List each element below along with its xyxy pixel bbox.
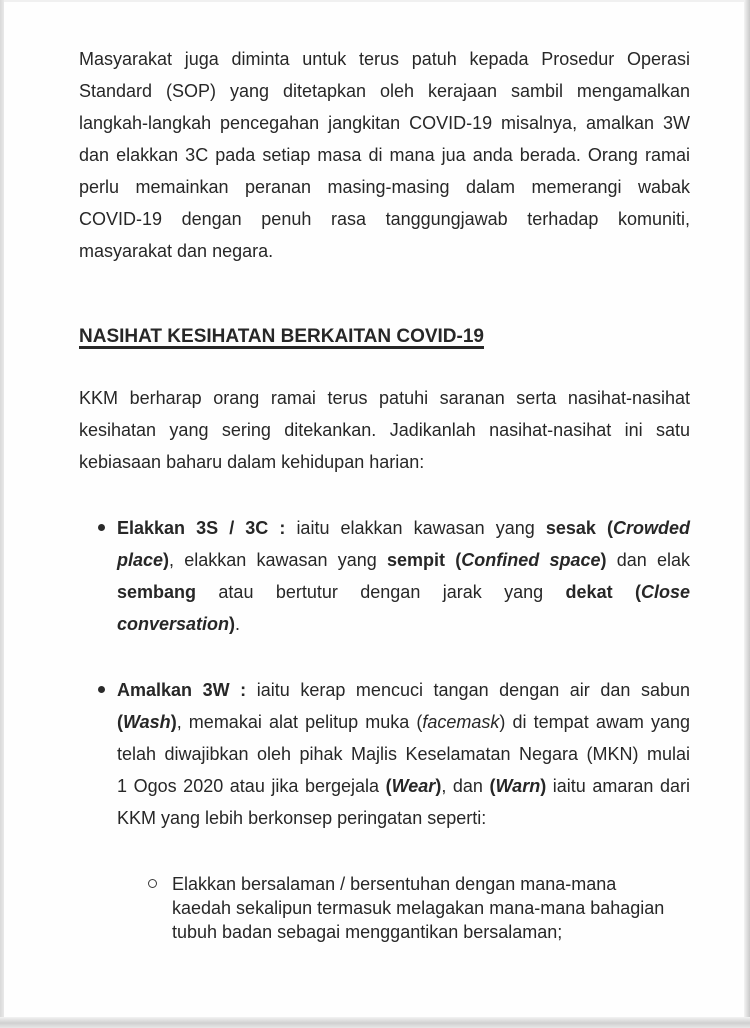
text-line <box>172 896 692 920</box>
bullet-elakkan-3s-3c <box>117 512 690 640</box>
section-heading <box>79 321 484 353</box>
page-edge-bottom <box>0 1017 750 1028</box>
text-segment: kaedah sekalipun termasuk melagakan mana-mana bahagian <box>172 898 665 918</box>
text-segment: Standard (SOP) yang ditetapkan oleh kerajaan sambil mengamalkan <box>79 81 690 101</box>
bullet-amalkan-3w <box>117 674 690 834</box>
page-edge-top <box>0 0 750 2</box>
text-line <box>79 107 690 139</box>
text-line <box>117 544 690 576</box>
text-segment: ( <box>117 712 123 732</box>
text-segment: tubuh badan sebagai menggantikan bersalaman; <box>172 922 563 942</box>
text-segment: , elakkan kawasan yang <box>169 550 388 570</box>
text-line <box>117 706 690 738</box>
text-segment: ( <box>489 776 496 796</box>
text-segment: Amalkan 3W : <box>117 680 257 700</box>
sub-bullet-elakkan-bersalaman-text <box>172 872 692 944</box>
text-segment: Wear <box>391 776 436 796</box>
bullet-amalkan-3w-text <box>117 674 690 834</box>
text-segment: iaitu kerap mencuci tangan dengan air dan sabun <box>256 680 691 700</box>
text-segment: masyarakat dan negara. <box>79 241 274 261</box>
bullet-elakkan-3s-3c-text <box>117 512 690 640</box>
text-line <box>117 512 690 544</box>
text-segment: iaitu amaran dari <box>546 776 690 796</box>
text-line <box>79 235 690 267</box>
bullet-disc-icon <box>98 524 105 531</box>
text-line <box>79 43 690 75</box>
text-segment: ( <box>385 776 392 796</box>
text-line <box>172 920 692 944</box>
text-segment: KKM yang lebih berkonsep peringatan seperti: <box>117 808 487 828</box>
text-segment: ) di tempat awam yang <box>499 712 690 732</box>
text-line <box>117 608 690 640</box>
sub-bullet-elakkan-bersalaman <box>172 872 692 944</box>
text-segment: Elakkan 3S / 3C : <box>117 518 297 538</box>
text-segment: ) <box>163 550 170 570</box>
text-segment: langkah-langkah pencegahan jangkitan COVID-19 misalnya, amalkan 3W <box>79 113 690 133</box>
text-line <box>79 203 690 235</box>
text-segment: sembang <box>117 582 197 602</box>
text-line <box>172 872 692 896</box>
text-segment: Masyarakat juga diminta untuk terus patuh kepada Prosedur Operasi <box>79 49 690 69</box>
text-line <box>79 171 690 203</box>
text-segment: Close <box>640 582 690 602</box>
text-segment: conversation <box>117 614 230 634</box>
bullet-disc-icon <box>98 686 105 693</box>
text-line <box>79 382 690 414</box>
text-segment: ) <box>435 776 442 796</box>
text-segment: sesak ( <box>545 518 613 538</box>
text-segment: iaitu elakkan kawasan yang <box>296 518 546 538</box>
text-segment: dekat ( <box>565 582 641 602</box>
text-segment: kesihatan yang sering ditekankan. Jadikanlah nasihat-nasihat ini satu <box>79 420 690 440</box>
text-segment: dan elak <box>606 550 691 570</box>
text-segment: . <box>235 614 241 634</box>
text-segment: dan elakkan 3C pada setiap masa di mana jua anda berada. Orang ramai <box>79 145 690 165</box>
text-segment: Elakkan bersalaman / bersentuhan dengan mana-mana <box>172 874 617 894</box>
text-segment: KKM berharap orang ramai terus patuhi saranan serta nasihat-nasihat <box>79 388 690 408</box>
text-line <box>117 770 690 802</box>
text-line <box>117 738 690 770</box>
paragraph-intro-sop <box>79 43 690 267</box>
text-line <box>79 75 690 107</box>
text-segment: perlu memainkan peranan masing-masing dalam memerangi wabak <box>79 177 690 197</box>
text-segment: atau bertutur dengan jarak yang <box>196 582 566 602</box>
text-segment: ) <box>170 712 177 732</box>
text-segment: ) <box>600 550 607 570</box>
text-segment: Confined space <box>461 550 601 570</box>
text-segment: ) <box>540 776 547 796</box>
text-line <box>79 446 690 478</box>
text-line <box>79 414 690 446</box>
text-line <box>117 576 690 608</box>
text-segment: Wash <box>123 712 171 732</box>
text-segment: , dan <box>441 776 490 796</box>
text-line <box>117 802 690 834</box>
text-segment: ) <box>229 614 236 634</box>
text-line <box>117 674 690 706</box>
bullet-circle-icon <box>148 879 157 888</box>
text-segment: Crowded <box>612 518 690 538</box>
section-heading-text: NASIHAT KESIHATAN BERKAITAN COVID-19 <box>79 326 484 347</box>
text-line <box>79 139 690 171</box>
text-segment: , memakai alat pelitup muka ( <box>176 712 423 732</box>
text-segment: Warn <box>495 776 541 796</box>
text-segment: facemask <box>422 712 500 732</box>
text-segment: kebiasaan baharu dalam kehidupan harian: <box>79 452 425 472</box>
text-segment: sempit ( <box>387 550 462 570</box>
page-edge-left <box>0 0 4 1028</box>
text-segment: COVID-19 dengan penuh rasa tanggungjawab terhadap komuniti, <box>79 209 690 229</box>
text-segment: 1 Ogos 2020 atau jika bergejala <box>117 776 386 796</box>
page-edge-right <box>744 0 750 1028</box>
text-segment: place <box>117 550 164 570</box>
text-segment: telah diwajibkan oleh pihak Majlis Keselamatan Negara (MKN) mulai <box>117 744 690 764</box>
paragraph-kkm-advice <box>79 382 690 478</box>
